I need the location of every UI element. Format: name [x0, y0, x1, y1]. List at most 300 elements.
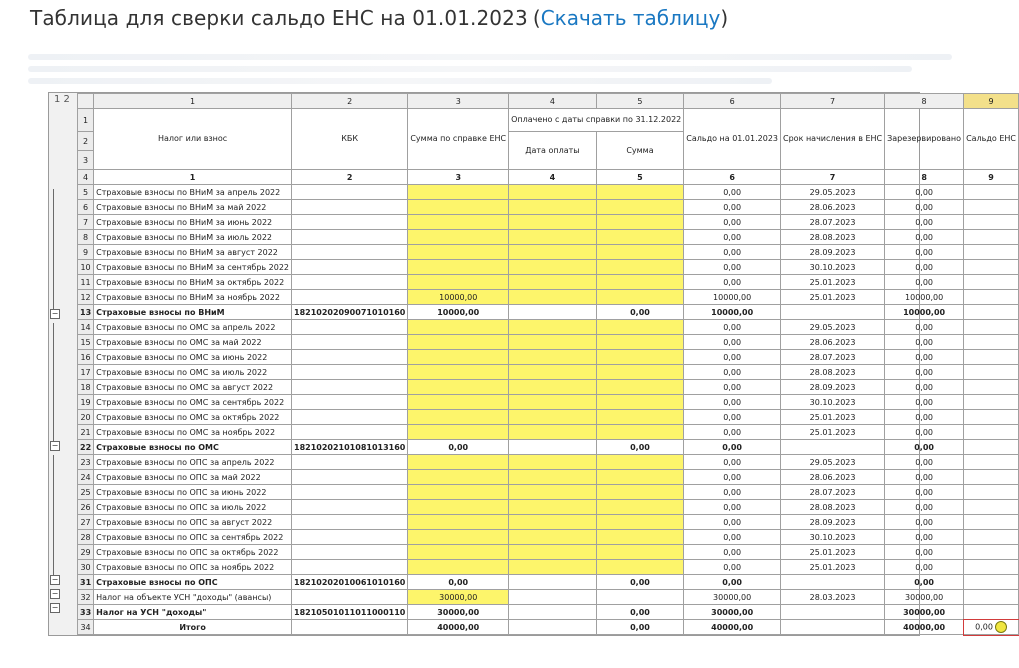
- collapse-group-icon[interactable]: −: [51, 603, 59, 612]
- cell-saldo-ens[interactable]: [964, 470, 1019, 485]
- cell-pay-date[interactable]: [509, 245, 597, 260]
- cell-deadline[interactable]: 28.09.2023: [781, 245, 885, 260]
- cell-kbk[interactable]: [292, 260, 408, 275]
- cell-reserved[interactable]: 0,00: [885, 425, 964, 440]
- cell-reserved[interactable]: 0,00: [885, 470, 964, 485]
- cell-pay-sum[interactable]: [596, 545, 684, 560]
- cell-saldo[interactable]: 0,00: [684, 215, 781, 230]
- cell-pay-date[interactable]: [509, 305, 597, 320]
- cell-pay-sum[interactable]: [596, 230, 684, 245]
- cell-amount[interactable]: [408, 530, 509, 545]
- cell-pay-sum[interactable]: [596, 470, 684, 485]
- cell-pay-date[interactable]: [509, 335, 597, 350]
- row-number[interactable]: 26: [78, 500, 94, 515]
- cell-amount[interactable]: [408, 350, 509, 365]
- cell-kbk[interactable]: [292, 395, 408, 410]
- row-number[interactable]: 23: [78, 455, 94, 470]
- cell-saldo[interactable]: 0,00: [684, 200, 781, 215]
- cell-amount[interactable]: [408, 185, 509, 200]
- cell-tax-name[interactable]: Страховые взносы по ОПС за июнь 2022: [94, 485, 292, 500]
- cell-pay-sum[interactable]: 0,00: [596, 305, 684, 320]
- cell-pay-date[interactable]: [509, 500, 597, 515]
- select-all-corner[interactable]: [78, 94, 94, 109]
- cell-saldo[interactable]: 30000,00: [684, 590, 781, 605]
- cell-saldo[interactable]: 0,00: [684, 560, 781, 575]
- column-header-7[interactable]: 7: [781, 94, 885, 109]
- cell-pay-date[interactable]: [509, 410, 597, 425]
- cell-saldo[interactable]: 0,00: [684, 365, 781, 380]
- cell-amount[interactable]: 10000,00: [408, 290, 509, 305]
- cell-reserved[interactable]: 0,00: [885, 185, 964, 200]
- cell-reserved[interactable]: 0,00: [885, 395, 964, 410]
- row-number[interactable]: 4: [78, 170, 94, 185]
- cell-amount[interactable]: [408, 545, 509, 560]
- cell-deadline[interactable]: [781, 305, 885, 320]
- cell-deadline[interactable]: 25.01.2023: [781, 560, 885, 575]
- cell-pay-sum[interactable]: [596, 245, 684, 260]
- cell-pay-date[interactable]: [509, 200, 597, 215]
- cell-tax-name[interactable]: Страховые взносы по ВНиМ за октябрь 2022: [94, 275, 292, 290]
- cell-total-label[interactable]: Итого: [94, 620, 292, 635]
- cell-pay-date[interactable]: [509, 425, 597, 440]
- cell-amount[interactable]: [408, 230, 509, 245]
- cell-pay-date[interactable]: [509, 545, 597, 560]
- cell-reserved[interactable]: 0,00: [885, 515, 964, 530]
- cell-saldo[interactable]: 0,00: [684, 530, 781, 545]
- cell-deadline[interactable]: 29.05.2023: [781, 185, 885, 200]
- cell-amount[interactable]: 30000,00: [408, 605, 509, 620]
- cell-kbk[interactable]: [292, 350, 408, 365]
- row-number[interactable]: 25: [78, 485, 94, 500]
- cell-deadline[interactable]: 25.01.2023: [781, 410, 885, 425]
- row-number[interactable]: 5: [78, 185, 94, 200]
- cell-saldo-ens[interactable]: [964, 185, 1019, 200]
- cell-kbk[interactable]: [292, 275, 408, 290]
- cell-pay-date[interactable]: [509, 590, 597, 605]
- cell-kbk[interactable]: [292, 485, 408, 500]
- cell-deadline[interactable]: 28.09.2023: [781, 380, 885, 395]
- cell-saldo[interactable]: 0,00: [684, 245, 781, 260]
- cell-amount[interactable]: [408, 380, 509, 395]
- row-number[interactable]: 21: [78, 425, 94, 440]
- cell-amount[interactable]: [408, 515, 509, 530]
- cell-saldo[interactable]: 0,00: [684, 230, 781, 245]
- row-number[interactable]: 3: [78, 151, 94, 170]
- cell-pay-sum[interactable]: [596, 515, 684, 530]
- cell-reserved[interactable]: 0,00: [885, 545, 964, 560]
- cell-pay-date[interactable]: [509, 230, 597, 245]
- row-number[interactable]: 11: [78, 275, 94, 290]
- cell-tax-name[interactable]: Страховые взносы по ВНиМ: [94, 305, 292, 320]
- row-number[interactable]: 18: [78, 380, 94, 395]
- cell-deadline[interactable]: 28.07.2023: [781, 485, 885, 500]
- cell-saldo-ens[interactable]: [964, 530, 1019, 545]
- cell-kbk[interactable]: [292, 230, 408, 245]
- cell-tax-name[interactable]: Страховые взносы по ВНиМ за сентябрь 2022: [94, 260, 292, 275]
- cell-saldo-ens[interactable]: [964, 410, 1019, 425]
- row-number[interactable]: 6: [78, 200, 94, 215]
- cell-kbk[interactable]: [292, 455, 408, 470]
- download-table-link[interactable]: Скачать таблицу: [540, 6, 721, 30]
- row-number[interactable]: 17: [78, 365, 94, 380]
- cell-reserved[interactable]: 0,00: [885, 365, 964, 380]
- cell-kbk[interactable]: [292, 380, 408, 395]
- cell-tax-name[interactable]: Страховые взносы по ОПС за август 2022: [94, 515, 292, 530]
- cell-saldo-ens[interactable]: [964, 440, 1019, 455]
- cell-pay-sum[interactable]: [596, 455, 684, 470]
- cell-pay-date[interactable]: [509, 380, 597, 395]
- cell-deadline[interactable]: 28.09.2023: [781, 515, 885, 530]
- row-number[interactable]: 1: [78, 109, 94, 132]
- cell-reserved[interactable]: 0,00: [885, 440, 964, 455]
- cell-pay-date[interactable]: [509, 440, 597, 455]
- cell-reserved[interactable]: 0,00: [885, 215, 964, 230]
- cell-amount[interactable]: 10000,00: [408, 305, 509, 320]
- cell-kbk[interactable]: [292, 200, 408, 215]
- cell-saldo[interactable]: 10000,00: [684, 305, 781, 320]
- cell-deadline[interactable]: [781, 605, 885, 620]
- row-number[interactable]: 12: [78, 290, 94, 305]
- cell-amount[interactable]: [408, 215, 509, 230]
- cell-amount[interactable]: [408, 320, 509, 335]
- cell-saldo-ens[interactable]: [964, 245, 1019, 260]
- cell-saldo-ens[interactable]: [964, 365, 1019, 380]
- cell-pay-sum[interactable]: [596, 185, 684, 200]
- cell-tax-name[interactable]: Страховые взносы по ОМС за май 2022: [94, 335, 292, 350]
- cell-pay-sum[interactable]: 0,00: [596, 605, 684, 620]
- row-number[interactable]: 34: [78, 620, 94, 635]
- cell-amount[interactable]: [408, 200, 509, 215]
- cell-reserved[interactable]: 0,00: [885, 260, 964, 275]
- row-number[interactable]: 20: [78, 410, 94, 425]
- cell-kbk[interactable]: [292, 560, 408, 575]
- cell-saldo-ens[interactable]: [964, 590, 1019, 605]
- cell-pay-date[interactable]: [509, 365, 597, 380]
- cell-amount[interactable]: [408, 500, 509, 515]
- cell-pay-date[interactable]: [509, 605, 597, 620]
- cell-saldo-ens[interactable]: [964, 560, 1019, 575]
- cell-deadline[interactable]: 28.08.2023: [781, 500, 885, 515]
- row-number[interactable]: 8: [78, 230, 94, 245]
- cell-reserved[interactable]: 0,00: [885, 275, 964, 290]
- row-number[interactable]: 32: [78, 590, 94, 605]
- cell-tax-name[interactable]: Страховые взносы по ВНиМ за июль 2022: [94, 230, 292, 245]
- collapse-group-icon[interactable]: −: [51, 441, 59, 450]
- cell-amount[interactable]: [408, 560, 509, 575]
- cell-saldo-ens[interactable]: [964, 380, 1019, 395]
- cell-pay-date[interactable]: [509, 560, 597, 575]
- cell-pay-sum[interactable]: [596, 320, 684, 335]
- cell-saldo[interactable]: 0,00: [684, 410, 781, 425]
- cell-saldo[interactable]: 0,00: [684, 275, 781, 290]
- cell-kbk[interactable]: [292, 620, 408, 635]
- cell-saldo[interactable]: 0,00: [684, 335, 781, 350]
- cell-tax-name[interactable]: Страховые взносы по ВНиМ за июнь 2022: [94, 215, 292, 230]
- cell-saldo-ens[interactable]: [964, 575, 1019, 590]
- cell-reserved[interactable]: 0,00: [885, 455, 964, 470]
- cell-deadline[interactable]: 28.08.2023: [781, 365, 885, 380]
- cell-saldo-ens[interactable]: [964, 515, 1019, 530]
- cell-pay-sum[interactable]: [596, 485, 684, 500]
- cell-pay-date[interactable]: [509, 290, 597, 305]
- collapse-group-icon[interactable]: −: [51, 309, 59, 318]
- cell-reserved[interactable]: 0,00: [885, 200, 964, 215]
- cell-kbk[interactable]: [292, 290, 408, 305]
- cell-saldo-ens[interactable]: [964, 395, 1019, 410]
- cell-amount[interactable]: 0,00: [408, 575, 509, 590]
- cell-pay-sum[interactable]: 0,00: [596, 440, 684, 455]
- cell-saldo[interactable]: 0,00: [684, 185, 781, 200]
- cell-tax-name[interactable]: Страховые взносы по ОМС за август 2022: [94, 380, 292, 395]
- cell-saldo[interactable]: 0,00: [684, 575, 781, 590]
- row-number[interactable]: 31: [78, 575, 94, 590]
- cell-tax-name[interactable]: Страховые взносы по ОПС за ноябрь 2022: [94, 560, 292, 575]
- cell-pay-sum[interactable]: 0,00: [596, 575, 684, 590]
- column-header-9[interactable]: 9: [964, 94, 1019, 109]
- cell-deadline[interactable]: 28.03.2023: [781, 590, 885, 605]
- cell-kbk[interactable]: [292, 320, 408, 335]
- cell-pay-sum[interactable]: [596, 380, 684, 395]
- row-number[interactable]: 19: [78, 395, 94, 410]
- cell-tax-name[interactable]: Страховые взносы по ОПС за апрель 2022: [94, 455, 292, 470]
- cell-pay-sum[interactable]: [596, 335, 684, 350]
- row-number[interactable]: 24: [78, 470, 94, 485]
- cell-reserved[interactable]: 0,00: [885, 320, 964, 335]
- row-number[interactable]: 22: [78, 440, 94, 455]
- cell-pay-sum[interactable]: [596, 530, 684, 545]
- cell-amount[interactable]: [408, 335, 509, 350]
- cell-reserved[interactable]: 0,00: [885, 380, 964, 395]
- column-header-2[interactable]: 2: [292, 94, 408, 109]
- cell-total-sum[interactable]: 0,00: [596, 620, 684, 635]
- cell-total-saldo[interactable]: 40000,00: [684, 620, 781, 635]
- row-number[interactable]: 14: [78, 320, 94, 335]
- cell-kbk[interactable]: [292, 500, 408, 515]
- cell-deadline[interactable]: 28.08.2023: [781, 230, 885, 245]
- column-header-1[interactable]: 1: [94, 94, 292, 109]
- cell-saldo[interactable]: 0,00: [684, 470, 781, 485]
- cell-pay-sum[interactable]: [596, 425, 684, 440]
- cell-tax-name[interactable]: Страховые взносы по ОМС за октябрь 2022: [94, 410, 292, 425]
- cell-saldo[interactable]: 0,00: [684, 350, 781, 365]
- cell-pay-date[interactable]: [509, 215, 597, 230]
- cell-amount[interactable]: [408, 470, 509, 485]
- cell-deadline[interactable]: 29.05.2023: [781, 455, 885, 470]
- cell-pay-date[interactable]: [509, 485, 597, 500]
- cell-saldo-ens[interactable]: [964, 215, 1019, 230]
- cell-deadline[interactable]: 25.01.2023: [781, 275, 885, 290]
- cell-tax-name[interactable]: Страховые взносы по ОМС за сентябрь 2022: [94, 395, 292, 410]
- cell-deadline[interactable]: [781, 440, 885, 455]
- cell-tax-name[interactable]: Страховые взносы по ВНиМ за ноябрь 2022: [94, 290, 292, 305]
- cell-saldo[interactable]: 0,00: [684, 485, 781, 500]
- cell-deadline[interactable]: [781, 620, 885, 635]
- cell-pay-date[interactable]: [509, 620, 597, 635]
- cell-tax-name[interactable]: Страховые взносы по ОМС за апрель 2022: [94, 320, 292, 335]
- cell-reserved[interactable]: 0,00: [885, 410, 964, 425]
- cell-amount[interactable]: [408, 395, 509, 410]
- cell-pay-date[interactable]: [509, 575, 597, 590]
- row-number[interactable]: 15: [78, 335, 94, 350]
- cell-deadline[interactable]: 25.01.2023: [781, 545, 885, 560]
- cell-saldo-ens[interactable]: [964, 545, 1019, 560]
- cell-amount[interactable]: [408, 485, 509, 500]
- cell-amount[interactable]: [408, 275, 509, 290]
- cell-saldo[interactable]: 0,00: [684, 425, 781, 440]
- cell-pay-date[interactable]: [509, 350, 597, 365]
- cell-reserved[interactable]: 0,00: [885, 575, 964, 590]
- collapse-group-icon[interactable]: −: [51, 589, 59, 598]
- cell-pay-date[interactable]: [509, 185, 597, 200]
- cell-reserved[interactable]: 30000,00: [885, 590, 964, 605]
- column-header-3[interactable]: 3: [408, 94, 509, 109]
- cell-amount[interactable]: [408, 365, 509, 380]
- cell-saldo[interactable]: 0,00: [684, 320, 781, 335]
- cell-kbk[interactable]: [292, 470, 408, 485]
- cell-saldo-ens[interactable]: [964, 455, 1019, 470]
- cell-pay-sum[interactable]: [596, 200, 684, 215]
- cell-kbk[interactable]: [292, 410, 408, 425]
- cell-deadline[interactable]: 28.06.2023: [781, 200, 885, 215]
- cell-kbk[interactable]: [292, 215, 408, 230]
- collapse-group-icon[interactable]: −: [51, 575, 59, 584]
- column-header-5[interactable]: 5: [596, 94, 684, 109]
- cell-pay-sum[interactable]: [596, 350, 684, 365]
- cell-pay-date[interactable]: [509, 260, 597, 275]
- cell-saldo[interactable]: 0,00: [684, 260, 781, 275]
- cell-saldo-ens[interactable]: [964, 605, 1019, 620]
- cell-amount[interactable]: [408, 425, 509, 440]
- cell-saldo-ens[interactable]: [964, 485, 1019, 500]
- cell-deadline[interactable]: 30.10.2023: [781, 260, 885, 275]
- cell-total-saldo-ens[interactable]: [964, 620, 1019, 635]
- cell-reserved[interactable]: 0,00: [885, 560, 964, 575]
- cell-kbk[interactable]: 18210202090071010160: [292, 305, 408, 320]
- cell-saldo[interactable]: 0,00: [684, 500, 781, 515]
- cell-pay-sum[interactable]: [596, 395, 684, 410]
- outline-level-buttons[interactable]: 1 2: [54, 94, 70, 105]
- cell-pay-sum[interactable]: [596, 290, 684, 305]
- column-header-4[interactable]: 4: [509, 94, 597, 109]
- cell-reserved[interactable]: 0,00: [885, 530, 964, 545]
- cell-kbk[interactable]: [292, 590, 408, 605]
- cell-saldo-ens[interactable]: [964, 320, 1019, 335]
- cell-tax-name[interactable]: Страховые взносы по ОМС за ноябрь 2022: [94, 425, 292, 440]
- cell-saldo-ens[interactable]: [964, 230, 1019, 245]
- cell-pay-sum[interactable]: [596, 590, 684, 605]
- cell-reserved[interactable]: 0,00: [885, 245, 964, 260]
- cell-amount[interactable]: [408, 455, 509, 470]
- cell-pay-date[interactable]: [509, 515, 597, 530]
- cell-kbk[interactable]: [292, 365, 408, 380]
- cell-kbk[interactable]: 18210202010061010160: [292, 575, 408, 590]
- column-header-6[interactable]: 6: [684, 94, 781, 109]
- cell-amount[interactable]: [408, 410, 509, 425]
- cell-amount[interactable]: 0,00: [408, 440, 509, 455]
- cell-saldo-ens[interactable]: [964, 290, 1019, 305]
- cell-reserved[interactable]: 10000,00: [885, 305, 964, 320]
- row-number[interactable]: 33: [78, 605, 94, 620]
- cell-kbk[interactable]: [292, 185, 408, 200]
- cell-amount[interactable]: 30000,00: [408, 590, 509, 605]
- cell-reserved[interactable]: 0,00: [885, 230, 964, 245]
- cell-saldo[interactable]: 0,00: [684, 440, 781, 455]
- cell-saldo-ens[interactable]: [964, 305, 1019, 320]
- cell-pay-sum[interactable]: [596, 410, 684, 425]
- cell-tax-name[interactable]: Страховые взносы по ВНиМ за май 2022: [94, 200, 292, 215]
- cell-pay-date[interactable]: [509, 530, 597, 545]
- cell-kbk[interactable]: 18210501011011000110: [292, 605, 408, 620]
- cell-tax-name[interactable]: Страховые взносы по ОПС за июль 2022: [94, 500, 292, 515]
- cell-pay-date[interactable]: [509, 455, 597, 470]
- cell-pay-date[interactable]: [509, 470, 597, 485]
- cell-kbk[interactable]: 18210202101081013160: [292, 440, 408, 455]
- cell-saldo-ens[interactable]: [964, 500, 1019, 515]
- cell-saldo-ens[interactable]: [964, 425, 1019, 440]
- cell-pay-sum[interactable]: [596, 275, 684, 290]
- cell-amount[interactable]: [408, 260, 509, 275]
- cell-tax-name[interactable]: Страховые взносы по ВНиМ за апрель 2022: [94, 185, 292, 200]
- cell-reserved[interactable]: 0,00: [885, 335, 964, 350]
- row-number[interactable]: 16: [78, 350, 94, 365]
- row-number[interactable]: 7: [78, 215, 94, 230]
- cell-saldo-ens[interactable]: [964, 200, 1019, 215]
- row-number[interactable]: 28: [78, 530, 94, 545]
- cell-kbk[interactable]: [292, 545, 408, 560]
- cell-reserved[interactable]: 0,00: [885, 350, 964, 365]
- row-number[interactable]: 10: [78, 260, 94, 275]
- cell-tax-name[interactable]: Страховые взносы по ОМС за июнь 2022: [94, 350, 292, 365]
- cell-reserved[interactable]: 30000,00: [885, 605, 964, 620]
- cell-deadline[interactable]: 30.10.2023: [781, 530, 885, 545]
- cell-pay-sum[interactable]: [596, 215, 684, 230]
- row-number[interactable]: 30: [78, 560, 94, 575]
- cell-saldo-ens[interactable]: [964, 350, 1019, 365]
- cell-pay-sum[interactable]: [596, 260, 684, 275]
- cell-kbk[interactable]: [292, 335, 408, 350]
- cell-saldo-ens[interactable]: [964, 275, 1019, 290]
- cell-deadline[interactable]: 28.06.2023: [781, 470, 885, 485]
- cell-kbk[interactable]: [292, 245, 408, 260]
- cell-kbk[interactable]: [292, 425, 408, 440]
- cell-tax-name[interactable]: Страховые взносы по ОПС за октябрь 2022: [94, 545, 292, 560]
- cell-deadline[interactable]: 25.01.2023: [781, 290, 885, 305]
- cell-amount[interactable]: [408, 245, 509, 260]
- cell-tax-name[interactable]: Налог на объекте УСН "доходы" (авансы): [94, 590, 292, 605]
- row-number[interactable]: 27: [78, 515, 94, 530]
- cell-tax-name[interactable]: Страховые взносы по ОМС за июль 2022: [94, 365, 292, 380]
- cell-tax-name[interactable]: Налог на УСН "доходы": [94, 605, 292, 620]
- cell-tax-name[interactable]: Страховые взносы по ВНиМ за август 2022: [94, 245, 292, 260]
- cell-saldo-ens[interactable]: [964, 260, 1019, 275]
- cell-pay-sum[interactable]: [596, 500, 684, 515]
- cell-pay-sum[interactable]: [596, 560, 684, 575]
- cell-pay-date[interactable]: [509, 275, 597, 290]
- cell-deadline[interactable]: 28.06.2023: [781, 335, 885, 350]
- column-header-8[interactable]: 8: [885, 94, 964, 109]
- cell-reserved[interactable]: 0,00: [885, 485, 964, 500]
- cell-deadline[interactable]: 28.07.2023: [781, 215, 885, 230]
- cell-tax-name[interactable]: Страховые взносы по ОПС за май 2022: [94, 470, 292, 485]
- cell-saldo[interactable]: 0,00: [684, 515, 781, 530]
- cell-reserved[interactable]: 10000,00: [885, 290, 964, 305]
- cell-total-reserved[interactable]: 40000,00: [885, 620, 964, 635]
- cell-deadline[interactable]: 28.07.2023: [781, 350, 885, 365]
- cell-reserved[interactable]: 0,00: [885, 500, 964, 515]
- cell-tax-name[interactable]: Страховые взносы по ОПС за сентябрь 2022: [94, 530, 292, 545]
- cell-saldo[interactable]: 0,00: [684, 455, 781, 470]
- cell-saldo[interactable]: 30000,00: [684, 605, 781, 620]
